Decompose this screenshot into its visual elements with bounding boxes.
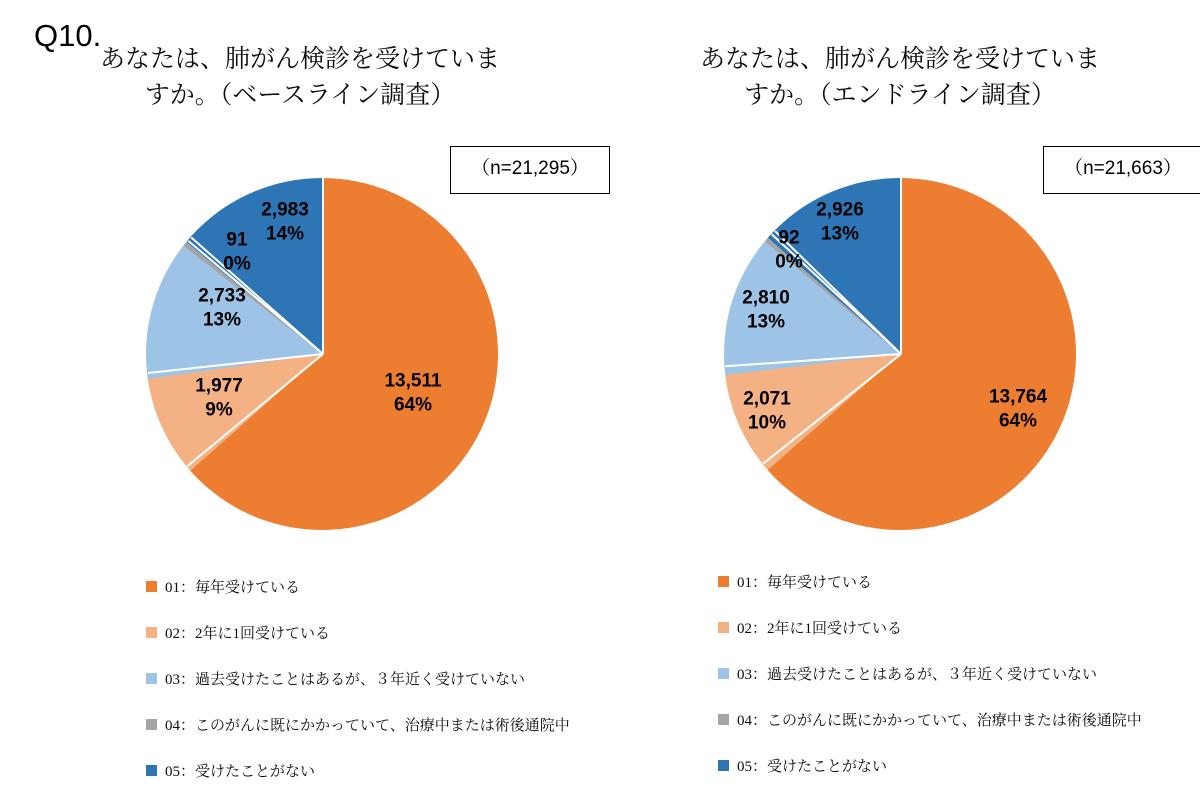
slice-label-02-endline: [743, 387, 791, 435]
legend-swatch-02: [718, 622, 729, 633]
pie-chart-baseline: [146, 178, 498, 530]
chart-title-endline: [660, 42, 1140, 115]
legend-item[interactable]: [146, 563, 570, 609]
legend-swatch-01: [718, 576, 729, 587]
slice-value: 13,764: [988, 386, 1048, 408]
slice-percent: 64%: [393, 394, 433, 415]
legend-label: 04：このがんに既にかかっていて、治療中または術後通院中: [737, 712, 1142, 729]
slice-separator: [322, 178, 324, 354]
slice-label-01-baseline: [384, 369, 441, 417]
legend-label: 03：過去受けたことはあるが、３年近く受けていない: [165, 671, 526, 688]
legend-swatch-03: [146, 673, 157, 684]
legend-swatch-03: [718, 668, 729, 679]
legend-endline: [718, 558, 1142, 788]
slice-value: 2,983: [261, 199, 309, 221]
slice-percent: 10%: [747, 412, 787, 433]
legend-label: 02：2年に1回受けている: [737, 620, 903, 637]
slice-percent: 64%: [998, 410, 1038, 431]
slice-label-04-endline: [775, 226, 802, 274]
slice-percent: 13%: [820, 223, 860, 244]
slice-value: 2,926: [816, 199, 864, 221]
legend-baseline: [146, 563, 570, 793]
chart-title-line1: あなたは、肺がん検診を受けていま: [99, 46, 500, 73]
slice-label-01-endline: [989, 385, 1047, 433]
slice-label-05-baseline: [261, 198, 309, 246]
legend-label: 05：受けたことがない: [165, 763, 316, 780]
slice-label-04-baseline: [223, 228, 250, 276]
slice-value: 2,810: [742, 287, 790, 309]
slice-label-05-endline: [816, 198, 864, 246]
slice-percent: 13%: [202, 309, 242, 330]
legend-item[interactable]: [718, 558, 1142, 604]
legend-label: 02：2年に1回受けている: [165, 625, 331, 642]
legend-item[interactable]: [146, 701, 570, 747]
sample-size-box-baseline: （n=21,295）: [450, 146, 610, 194]
chart-title-line2: すか。（ベースライン調査）: [144, 82, 456, 110]
slice-label-03-endline: [742, 286, 790, 334]
legend-label: 04：このがんに既にかかっていて、治療中または術後通院中: [165, 717, 570, 734]
slice-value: 91: [226, 229, 248, 251]
slice-value: 2,071: [743, 388, 791, 410]
slice-separator: [900, 178, 902, 354]
slice-value: 13,511: [384, 370, 442, 392]
slice-label-02-baseline: [195, 374, 243, 422]
legend-swatch-04: [718, 714, 729, 725]
legend-item[interactable]: [718, 696, 1142, 742]
chart-title-baseline: [60, 42, 540, 115]
legend-label: 01：毎年受けている: [165, 579, 301, 596]
legend-item[interactable]: [146, 655, 570, 701]
slice-percent: 14%: [265, 223, 305, 244]
slice-percent: 0%: [775, 251, 803, 272]
slice-label-03-baseline: [198, 284, 246, 332]
sample-size-box-endline: （n=21,663）: [1043, 146, 1200, 194]
chart-title-line1: あなたは、肺がん検診を受けていま: [699, 46, 1100, 73]
legend-item[interactable]: [146, 747, 570, 793]
slice-percent: 13%: [746, 311, 786, 332]
legend-swatch-05: [718, 760, 729, 771]
legend-item[interactable]: [146, 609, 570, 655]
chart-title-line2: すか。（エンドライン調査）: [744, 82, 1056, 110]
legend-item[interactable]: [718, 604, 1142, 650]
legend-label: 01：毎年受けている: [737, 574, 873, 591]
legend-swatch-01: [146, 581, 157, 592]
slice-percent: 0%: [223, 253, 251, 274]
legend-label: 03：過去受けたことはあるが、３年近く受けていない: [737, 666, 1098, 683]
slice-value: 1,977: [195, 375, 243, 397]
slice-value: 92: [778, 227, 800, 249]
slice-value: 2,733: [198, 285, 246, 307]
question-number: Q10.: [34, 18, 102, 53]
legend-swatch-04: [146, 719, 157, 730]
legend-swatch-02: [146, 627, 157, 638]
slice-percent: 9%: [205, 399, 233, 420]
legend-item[interactable]: [718, 650, 1142, 696]
legend-label: 05：受けたことがない: [737, 758, 888, 775]
legend-item[interactable]: [718, 742, 1142, 788]
legend-swatch-05: [146, 765, 157, 776]
